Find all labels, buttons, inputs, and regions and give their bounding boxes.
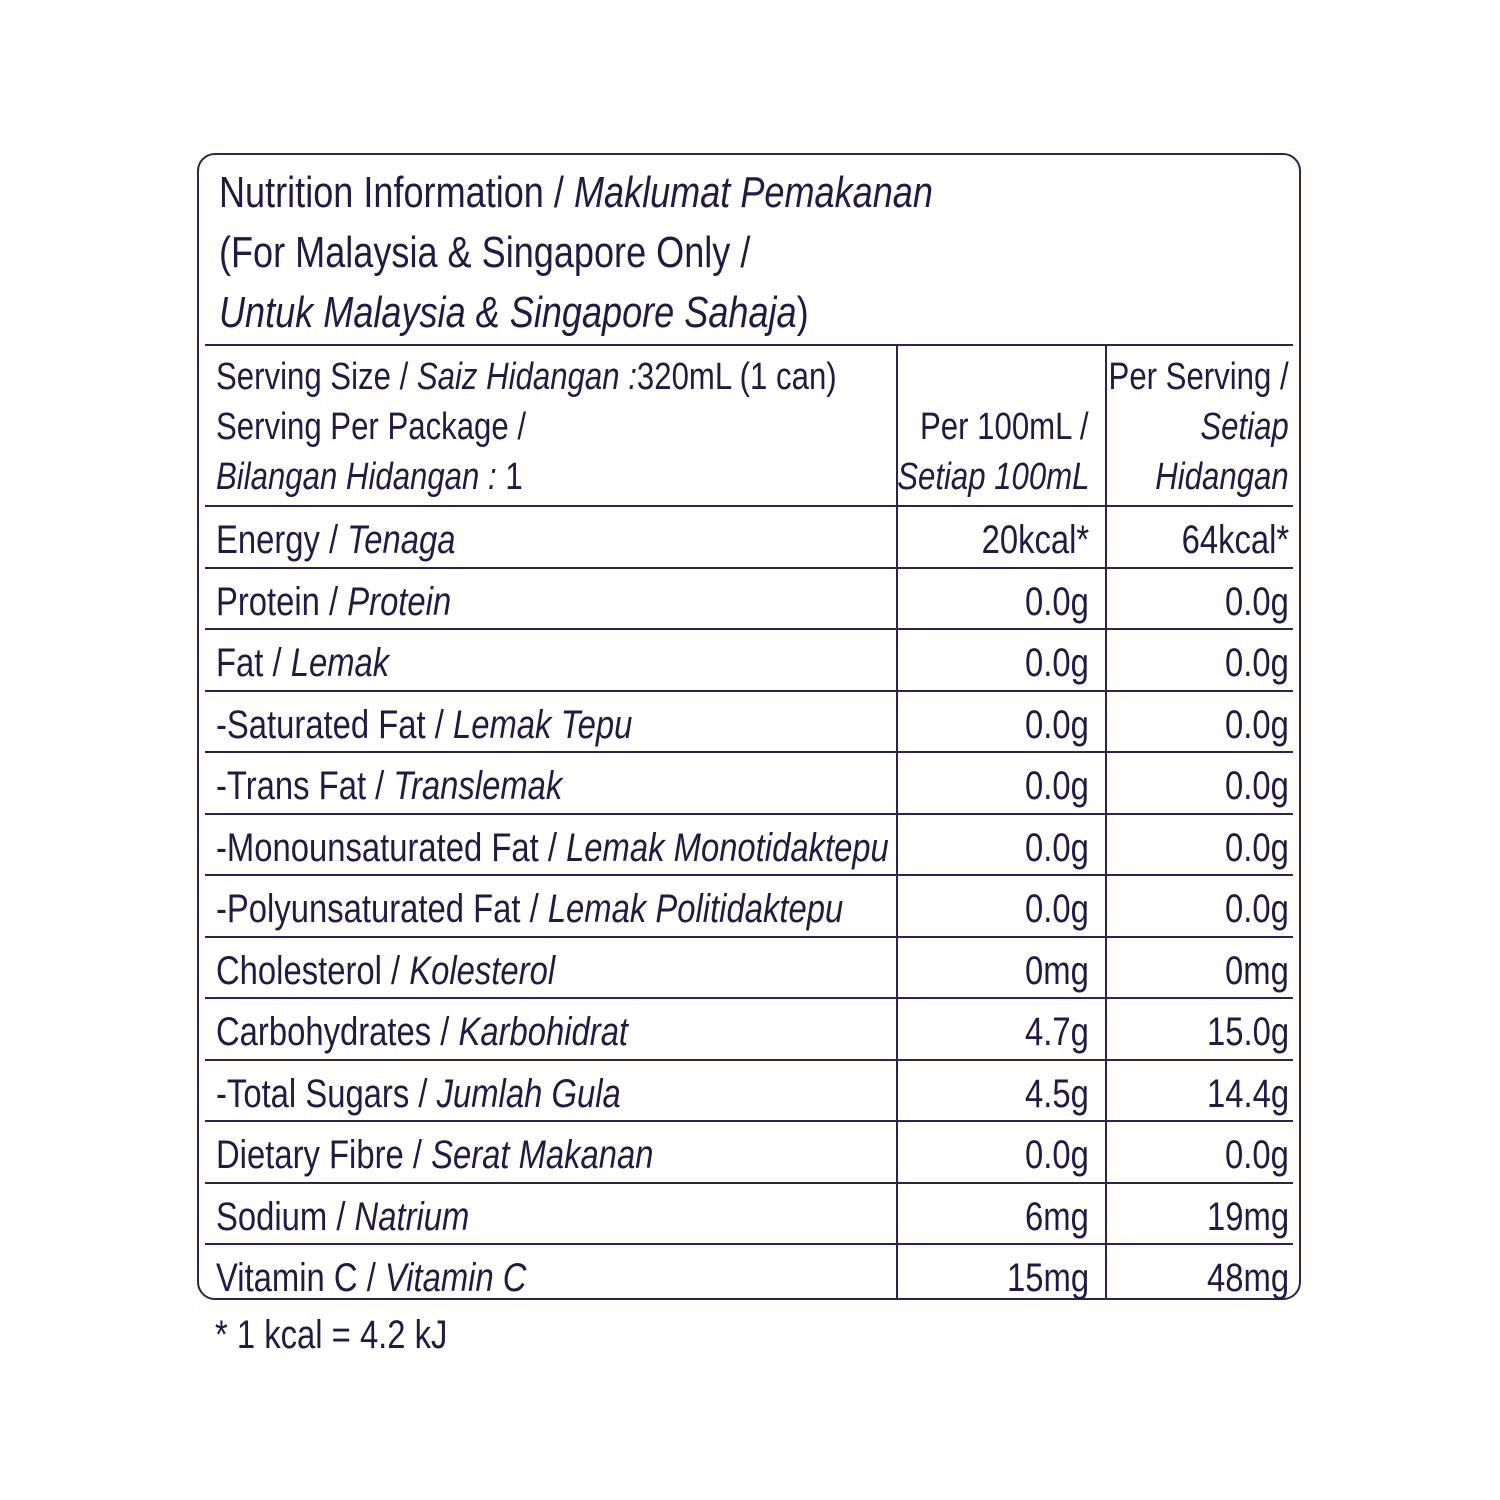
- per-serving-value: 19mg: [1206, 1194, 1289, 1239]
- row-divider: [205, 628, 1293, 630]
- nutrient-label: -Monounsaturated Fat / Lemak Monotidaktepu: [216, 825, 889, 870]
- col2-header-en: Per Serving /: [1108, 356, 1289, 398]
- per-serving-value: 0.0g: [1225, 1133, 1289, 1177]
- row-divider: [205, 567, 1293, 569]
- per-serving-value: 0.0g: [1225, 702, 1289, 747]
- footnote: * 1 kcal = 4.2 kJ: [215, 1313, 448, 1357]
- per-100ml-value: 4.7g: [1025, 1010, 1089, 1054]
- per-100ml-value: 0.0g: [1025, 1133, 1089, 1177]
- nutrient-label: Cholesterol / Kolesterol: [216, 948, 556, 993]
- per-serving-value: 0.0g: [1225, 825, 1289, 870]
- serving-per-package-value: Bilangan Hidangan : 1: [216, 456, 523, 498]
- nutrient-label: -Total Sugars / Jumlah Gula: [216, 1071, 621, 1116]
- per-100ml-value: 0.0g: [1025, 764, 1089, 808]
- row-divider: [205, 813, 1293, 815]
- title-line2-en: (For Malaysia & Singapore Only /: [219, 228, 751, 277]
- column-divider: [1105, 345, 1107, 1298]
- per-100ml-value: 0.0g: [1025, 579, 1089, 624]
- title-line1-en: Nutrition Information /: [219, 168, 574, 217]
- title-line3-ms: Untuk Malaysia & Singapore Sahaja: [219, 288, 797, 337]
- col2-header-ms1: Setiap: [1200, 406, 1289, 448]
- nutrient-label: Carbohydrates / Karbohidrat: [216, 1010, 629, 1054]
- row-divider: [205, 1182, 1293, 1184]
- nutrient-label: -Polyunsaturated Fat / Lemak Politidaktepu: [216, 887, 844, 931]
- per-100ml-value: 6mg: [1025, 1194, 1089, 1239]
- per-serving-value: 0.0g: [1225, 887, 1289, 931]
- nutrient-label: Energy / Tenaga: [216, 518, 456, 562]
- row-divider: [205, 997, 1293, 999]
- nutrient-label: Sodium / Natrium: [216, 1194, 470, 1239]
- per-100ml-value: 15mg: [1006, 1256, 1089, 1300]
- row-divider: [205, 1059, 1293, 1061]
- col1-header-en: Per 100mL /: [920, 406, 1089, 448]
- per-serving-value: 48mg: [1206, 1256, 1289, 1300]
- per-serving-value: 14.4g: [1206, 1071, 1289, 1116]
- row-divider: [205, 690, 1293, 692]
- serving-size-label: Serving Size / Saiz Hidangan :320mL (1 can): [216, 356, 837, 398]
- per-serving-value: 0.0g: [1225, 764, 1289, 808]
- divider: [205, 344, 1293, 346]
- row-divider: [205, 751, 1293, 753]
- row-divider: [205, 505, 1293, 507]
- nutrient-label: -Trans Fat / Translemak: [216, 764, 563, 808]
- per-serving-value: 0.0g: [1225, 579, 1289, 624]
- title-line3-close: ): [796, 288, 809, 337]
- row-divider: [205, 1120, 1293, 1122]
- title-line1-ms: Maklumat Pemakanan: [573, 168, 933, 217]
- per-100ml-value: 0.0g: [1025, 825, 1089, 870]
- per-serving-value: 0.0g: [1225, 641, 1289, 685]
- nutrient-label: Protein / Protein: [216, 579, 452, 624]
- row-divider: [205, 936, 1293, 938]
- per-100ml-value: 0.0g: [1025, 887, 1089, 931]
- row-divider: [205, 1243, 1293, 1245]
- panel-title: [219, 163, 933, 343]
- per-100ml-value: 0mg: [1025, 948, 1089, 993]
- nutrient-label: -Saturated Fat / Lemak Tepu: [216, 702, 633, 747]
- per-serving-value: 0mg: [1225, 948, 1289, 993]
- per-100ml-value: 4.5g: [1025, 1071, 1089, 1116]
- serving-per-package-label: Serving Per Package /: [216, 406, 527, 448]
- nutrient-label: Vitamin C / Vitamin C: [216, 1256, 527, 1300]
- col2-header-ms2: Hidangan: [1155, 456, 1289, 498]
- nutrient-label: Fat / Lemak: [216, 641, 390, 685]
- nutrient-label: Dietary Fibre / Serat Makanan: [216, 1133, 654, 1177]
- per-serving-value: 15.0g: [1206, 1010, 1289, 1054]
- per-serving-value: 64kcal*: [1181, 518, 1289, 562]
- per-100ml-value: 20kcal*: [981, 518, 1089, 562]
- row-divider: [205, 874, 1293, 876]
- nutrition-panel: [197, 153, 1301, 1300]
- col1-header-ms: Setiap 100mL: [896, 456, 1089, 498]
- per-100ml-value: 0.0g: [1025, 641, 1089, 685]
- per-100ml-value: 0.0g: [1025, 702, 1089, 747]
